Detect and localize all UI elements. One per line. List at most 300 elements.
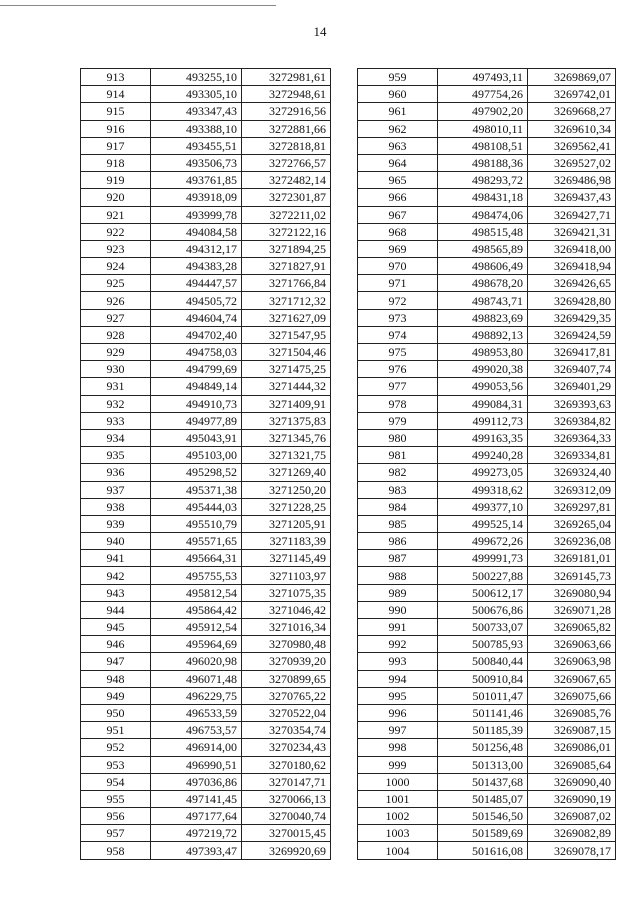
point-number-cell: 987 [358, 550, 438, 567]
x-coordinate-cell: 500840,44 [438, 653, 528, 670]
point-number-cell: 938 [81, 498, 151, 515]
x-coordinate-cell: 498010,11 [438, 120, 528, 137]
y-coordinate-cell: 3270899,65 [242, 670, 331, 687]
x-coordinate-cell: 494383,28 [151, 258, 242, 275]
y-coordinate-cell: 3269610,34 [528, 120, 616, 137]
x-coordinate-cell: 499112,73 [438, 412, 528, 429]
table-row [81, 636, 331, 653]
y-coordinate-cell: 3271321,75 [242, 447, 331, 464]
y-coordinate-cell: 3269090,19 [528, 790, 616, 807]
y-coordinate-cell: 3269424,59 [528, 326, 616, 343]
x-coordinate-cell: 499377,10 [438, 498, 528, 515]
y-coordinate-cell: 3270015,45 [242, 825, 331, 842]
x-coordinate-cell: 500612,17 [438, 584, 528, 601]
table-row [358, 584, 616, 601]
x-coordinate-cell: 496229,75 [151, 687, 242, 704]
x-coordinate-cell: 493455,51 [151, 137, 242, 154]
table-row [81, 258, 331, 275]
x-coordinate-cell: 499672,26 [438, 533, 528, 550]
x-coordinate-cell: 498108,51 [438, 137, 528, 154]
table-row [81, 464, 331, 481]
y-coordinate-cell: 3269562,41 [528, 137, 616, 154]
y-coordinate-cell: 3271250,20 [242, 481, 331, 498]
point-number-cell: 989 [358, 584, 438, 601]
y-coordinate-cell: 3271183,39 [242, 533, 331, 550]
x-coordinate-cell: 501011,47 [438, 687, 528, 704]
y-coordinate-cell: 3269090,40 [528, 773, 616, 790]
table-row [358, 842, 616, 859]
y-coordinate-cell: 3269067,65 [528, 670, 616, 687]
table-row [81, 447, 331, 464]
table-row [81, 515, 331, 532]
y-coordinate-cell: 3271345,76 [242, 429, 331, 446]
point-number-cell: 992 [358, 636, 438, 653]
y-coordinate-cell: 3269075,66 [528, 687, 616, 704]
x-coordinate-cell: 494084,58 [151, 223, 242, 240]
table-row [81, 326, 331, 343]
y-coordinate-cell: 3269486,98 [528, 172, 616, 189]
table-row [358, 515, 616, 532]
x-coordinate-cell: 498293,72 [438, 172, 528, 189]
x-coordinate-cell: 494447,57 [151, 275, 242, 292]
y-coordinate-cell: 3271103,97 [242, 567, 331, 584]
x-coordinate-cell: 496914,00 [151, 739, 242, 756]
x-coordinate-cell: 494312,17 [151, 240, 242, 257]
x-coordinate-cell: 497177,64 [151, 808, 242, 825]
y-coordinate-cell: 3272881,66 [242, 120, 331, 137]
x-coordinate-cell: 496533,59 [151, 704, 242, 721]
table-row [81, 704, 331, 721]
table-row [81, 172, 331, 189]
y-coordinate-cell: 3269087,15 [528, 722, 616, 739]
table-row [81, 206, 331, 223]
point-number-cell: 921 [81, 206, 151, 223]
table-row [81, 309, 331, 326]
y-coordinate-cell: 3272916,56 [242, 103, 331, 120]
table-row [81, 601, 331, 618]
table-row [81, 223, 331, 240]
x-coordinate-cell: 493347,43 [151, 103, 242, 120]
x-coordinate-cell: 494799,69 [151, 361, 242, 378]
point-number-cell: 947 [81, 653, 151, 670]
point-number-cell: 950 [81, 704, 151, 721]
point-number-cell: 934 [81, 429, 151, 446]
x-coordinate-cell: 494702,40 [151, 326, 242, 343]
x-coordinate-cell: 495103,00 [151, 447, 242, 464]
table-row [358, 240, 616, 257]
table-row [358, 292, 616, 309]
x-coordinate-cell: 498953,80 [438, 344, 528, 361]
x-coordinate-cell: 495864,42 [151, 601, 242, 618]
x-coordinate-cell: 494849,14 [151, 378, 242, 395]
point-number-cell: 998 [358, 739, 438, 756]
table-row [358, 704, 616, 721]
point-number-cell: 914 [81, 86, 151, 103]
point-number-cell: 972 [358, 292, 438, 309]
table-row [81, 670, 331, 687]
x-coordinate-cell: 501485,07 [438, 790, 528, 807]
table-row [81, 69, 331, 86]
point-number-cell: 978 [358, 395, 438, 412]
table-row [358, 206, 616, 223]
table-row [358, 258, 616, 275]
x-coordinate-cell: 499318,62 [438, 481, 528, 498]
y-coordinate-cell: 3272818,81 [242, 137, 331, 154]
point-number-cell: 961 [358, 103, 438, 120]
x-coordinate-cell: 494758,03 [151, 344, 242, 361]
table-row [358, 670, 616, 687]
y-coordinate-cell: 3271228,25 [242, 498, 331, 515]
y-coordinate-cell: 3270147,71 [242, 773, 331, 790]
point-number-cell: 941 [81, 550, 151, 567]
table-row [358, 533, 616, 550]
y-coordinate-cell: 3269429,35 [528, 309, 616, 326]
point-number-cell: 929 [81, 344, 151, 361]
table-row [358, 825, 616, 842]
x-coordinate-cell: 495371,38 [151, 481, 242, 498]
x-coordinate-cell: 498892,13 [438, 326, 528, 343]
y-coordinate-cell: 3269407,74 [528, 361, 616, 378]
y-coordinate-cell: 3271409,91 [242, 395, 331, 412]
point-number-cell: 915 [81, 103, 151, 120]
table-row [358, 361, 616, 378]
x-coordinate-cell: 493918,09 [151, 189, 242, 206]
y-coordinate-cell: 3270234,43 [242, 739, 331, 756]
x-coordinate-cell: 499053,56 [438, 378, 528, 395]
point-number-cell: 964 [358, 154, 438, 171]
point-number-cell: 919 [81, 172, 151, 189]
y-coordinate-cell: 3269421,31 [528, 223, 616, 240]
point-number-cell: 981 [358, 447, 438, 464]
point-number-cell: 951 [81, 722, 151, 739]
table-row [358, 550, 616, 567]
x-coordinate-cell: 499163,35 [438, 429, 528, 446]
y-coordinate-cell: 3270522,04 [242, 704, 331, 721]
x-coordinate-cell: 497754,26 [438, 86, 528, 103]
y-coordinate-cell: 3269297,81 [528, 498, 616, 515]
table-row [358, 223, 616, 240]
x-coordinate-cell: 494977,89 [151, 412, 242, 429]
table-row [358, 137, 616, 154]
table-row [81, 275, 331, 292]
x-coordinate-cell: 495571,65 [151, 533, 242, 550]
y-coordinate-cell: 3272948,61 [242, 86, 331, 103]
x-coordinate-cell: 498743,71 [438, 292, 528, 309]
point-number-cell: 984 [358, 498, 438, 515]
coordinates-table-right [357, 68, 616, 860]
point-number-cell: 959 [358, 69, 438, 86]
table-row [81, 378, 331, 395]
table-row [358, 481, 616, 498]
table-row [358, 344, 616, 361]
y-coordinate-cell: 3269071,28 [528, 601, 616, 618]
y-coordinate-cell: 3269418,94 [528, 258, 616, 275]
table-row [81, 344, 331, 361]
x-coordinate-cell: 498474,06 [438, 206, 528, 223]
table-row [81, 790, 331, 807]
point-number-cell: 916 [81, 120, 151, 137]
x-coordinate-cell: 495298,52 [151, 464, 242, 481]
table-row [358, 739, 616, 756]
table-row [358, 464, 616, 481]
y-coordinate-cell: 3271475,25 [242, 361, 331, 378]
point-number-cell: 953 [81, 756, 151, 773]
x-coordinate-cell: 494505,72 [151, 292, 242, 309]
point-number-cell: 996 [358, 704, 438, 721]
table-row [81, 240, 331, 257]
x-coordinate-cell: 499084,31 [438, 395, 528, 412]
table-row [81, 86, 331, 103]
point-number-cell: 1004 [358, 842, 438, 859]
table-row [358, 619, 616, 636]
y-coordinate-cell: 3269668,27 [528, 103, 616, 120]
y-coordinate-cell: 3269078,17 [528, 842, 616, 859]
x-coordinate-cell: 496753,57 [151, 722, 242, 739]
y-coordinate-cell: 3269265,04 [528, 515, 616, 532]
y-coordinate-cell: 3270066,13 [242, 790, 331, 807]
table-row [358, 790, 616, 807]
table-row [358, 773, 616, 790]
x-coordinate-cell: 495664,31 [151, 550, 242, 567]
table-row [81, 584, 331, 601]
point-number-cell: 948 [81, 670, 151, 687]
table-row [358, 172, 616, 189]
point-number-cell: 971 [358, 275, 438, 292]
table-row [358, 154, 616, 171]
y-coordinate-cell: 3271627,09 [242, 309, 331, 326]
point-number-cell: 1000 [358, 773, 438, 790]
table-row [358, 687, 616, 704]
y-coordinate-cell: 3269428,80 [528, 292, 616, 309]
y-coordinate-cell: 3269426,65 [528, 275, 616, 292]
table-row [81, 842, 331, 859]
point-number-cell: 949 [81, 687, 151, 704]
table-row [81, 498, 331, 515]
x-coordinate-cell: 501437,68 [438, 773, 528, 790]
y-coordinate-cell: 3269181,01 [528, 550, 616, 567]
y-coordinate-cell: 3271016,34 [242, 619, 331, 636]
x-coordinate-cell: 501256,48 [438, 739, 528, 756]
table-row [358, 103, 616, 120]
x-coordinate-cell: 495510,79 [151, 515, 242, 532]
y-coordinate-cell: 3270040,74 [242, 808, 331, 825]
point-number-cell: 927 [81, 309, 151, 326]
y-coordinate-cell: 3269085,64 [528, 756, 616, 773]
x-coordinate-cell: 495444,03 [151, 498, 242, 515]
x-coordinate-cell: 497036,86 [151, 773, 242, 790]
y-coordinate-cell: 3272122,16 [242, 223, 331, 240]
x-coordinate-cell: 500676,86 [438, 601, 528, 618]
y-coordinate-cell: 3272766,57 [242, 154, 331, 171]
x-coordinate-cell: 497493,11 [438, 69, 528, 86]
point-number-cell: 944 [81, 601, 151, 618]
table-row [81, 481, 331, 498]
table-row [81, 825, 331, 842]
x-coordinate-cell: 497141,45 [151, 790, 242, 807]
table-row [81, 567, 331, 584]
y-coordinate-cell: 3269401,29 [528, 378, 616, 395]
table-row [81, 550, 331, 567]
x-coordinate-cell: 498678,20 [438, 275, 528, 292]
point-number-cell: 940 [81, 533, 151, 550]
table-row [81, 292, 331, 309]
point-number-cell: 1002 [358, 808, 438, 825]
y-coordinate-cell: 3271075,35 [242, 584, 331, 601]
x-coordinate-cell: 493305,10 [151, 86, 242, 103]
point-number-cell: 946 [81, 636, 151, 653]
point-number-cell: 958 [81, 842, 151, 859]
y-coordinate-cell: 3269082,89 [528, 825, 616, 842]
x-coordinate-cell: 494910,73 [151, 395, 242, 412]
point-number-cell: 925 [81, 275, 151, 292]
x-coordinate-cell: 500785,93 [438, 636, 528, 653]
point-number-cell: 973 [358, 309, 438, 326]
point-number-cell: 995 [358, 687, 438, 704]
table-row [81, 808, 331, 825]
point-number-cell: 952 [81, 739, 151, 756]
point-number-cell: 930 [81, 361, 151, 378]
x-coordinate-cell: 497219,72 [151, 825, 242, 842]
table-row [358, 395, 616, 412]
table-row [358, 756, 616, 773]
point-number-cell: 933 [81, 412, 151, 429]
x-coordinate-cell: 497902,20 [438, 103, 528, 120]
table-row [81, 739, 331, 756]
table-row [358, 653, 616, 670]
point-number-cell: 924 [81, 258, 151, 275]
x-coordinate-cell: 493999,78 [151, 206, 242, 223]
point-number-cell: 960 [358, 86, 438, 103]
table-row [81, 722, 331, 739]
table-row [81, 429, 331, 446]
point-number-cell: 994 [358, 670, 438, 687]
y-coordinate-cell: 3269364,33 [528, 429, 616, 446]
y-coordinate-cell: 3272482,14 [242, 172, 331, 189]
y-coordinate-cell: 3271269,40 [242, 464, 331, 481]
x-coordinate-cell: 499273,05 [438, 464, 528, 481]
x-coordinate-cell: 500227,88 [438, 567, 528, 584]
point-number-cell: 962 [358, 120, 438, 137]
table-row [81, 533, 331, 550]
y-coordinate-cell: 3269920,69 [242, 842, 331, 859]
x-coordinate-cell: 498606,49 [438, 258, 528, 275]
x-coordinate-cell: 493506,73 [151, 154, 242, 171]
y-coordinate-cell: 3271712,32 [242, 292, 331, 309]
page-number: 14 [313, 24, 327, 39]
table-row [358, 412, 616, 429]
y-coordinate-cell: 3269063,98 [528, 653, 616, 670]
point-number-cell: 983 [358, 481, 438, 498]
y-coordinate-cell: 3269086,01 [528, 739, 616, 756]
x-coordinate-cell: 498515,48 [438, 223, 528, 240]
table-row [358, 636, 616, 653]
x-coordinate-cell: 501589,69 [438, 825, 528, 842]
y-coordinate-cell: 3269085,76 [528, 704, 616, 721]
y-coordinate-cell: 3269063,66 [528, 636, 616, 653]
coordinates-table-left [80, 68, 331, 860]
x-coordinate-cell: 498565,89 [438, 240, 528, 257]
point-number-cell: 957 [81, 825, 151, 842]
y-coordinate-cell: 3269418,00 [528, 240, 616, 257]
table-row [358, 447, 616, 464]
point-number-cell: 937 [81, 481, 151, 498]
point-number-cell: 954 [81, 773, 151, 790]
x-coordinate-cell: 493761,85 [151, 172, 242, 189]
point-number-cell: 966 [358, 189, 438, 206]
point-number-cell: 976 [358, 361, 438, 378]
point-number-cell: 980 [358, 429, 438, 446]
y-coordinate-cell: 3271046,42 [242, 601, 331, 618]
point-number-cell: 988 [358, 567, 438, 584]
x-coordinate-cell: 501185,39 [438, 722, 528, 739]
table-row [81, 687, 331, 704]
point-number-cell: 936 [81, 464, 151, 481]
table-row [81, 773, 331, 790]
y-coordinate-cell: 3269742,01 [528, 86, 616, 103]
point-number-cell: 982 [358, 464, 438, 481]
point-number-cell: 1003 [358, 825, 438, 842]
table-row [81, 412, 331, 429]
x-coordinate-cell: 494604,74 [151, 309, 242, 326]
point-number-cell: 928 [81, 326, 151, 343]
table-row [81, 756, 331, 773]
point-number-cell: 991 [358, 619, 438, 636]
y-coordinate-cell: 3269145,73 [528, 567, 616, 584]
x-coordinate-cell: 498188,36 [438, 154, 528, 171]
table-row [358, 326, 616, 343]
y-coordinate-cell: 3270354,74 [242, 722, 331, 739]
x-coordinate-cell: 495043,91 [151, 429, 242, 446]
point-number-cell: 931 [81, 378, 151, 395]
y-coordinate-cell: 3269527,02 [528, 154, 616, 171]
y-coordinate-cell: 3269334,81 [528, 447, 616, 464]
point-number-cell: 939 [81, 515, 151, 532]
point-number-cell: 974 [358, 326, 438, 343]
y-coordinate-cell: 3269393,63 [528, 395, 616, 412]
y-coordinate-cell: 3272211,02 [242, 206, 331, 223]
table-row [81, 189, 331, 206]
x-coordinate-cell: 495964,69 [151, 636, 242, 653]
x-coordinate-cell: 501313,00 [438, 756, 528, 773]
point-number-cell: 923 [81, 240, 151, 257]
x-coordinate-cell: 499240,28 [438, 447, 528, 464]
x-coordinate-cell: 499525,14 [438, 515, 528, 532]
point-number-cell: 975 [358, 344, 438, 361]
x-coordinate-cell: 495812,54 [151, 584, 242, 601]
point-number-cell: 918 [81, 154, 151, 171]
y-coordinate-cell: 3269869,07 [528, 69, 616, 86]
y-coordinate-cell: 3271205,91 [242, 515, 331, 532]
table-row [358, 429, 616, 446]
x-coordinate-cell: 500733,07 [438, 619, 528, 636]
point-number-cell: 993 [358, 653, 438, 670]
y-coordinate-cell: 3269087,02 [528, 808, 616, 825]
y-coordinate-cell: 3272981,61 [242, 69, 331, 86]
point-number-cell: 968 [358, 223, 438, 240]
point-number-cell: 920 [81, 189, 151, 206]
x-coordinate-cell: 499020,38 [438, 361, 528, 378]
x-coordinate-cell: 498431,18 [438, 189, 528, 206]
y-coordinate-cell: 3271375,83 [242, 412, 331, 429]
y-coordinate-cell: 3270939,20 [242, 653, 331, 670]
y-coordinate-cell: 3269080,94 [528, 584, 616, 601]
table-row [358, 378, 616, 395]
x-coordinate-cell: 501141,46 [438, 704, 528, 721]
point-number-cell: 990 [358, 601, 438, 618]
table-row [358, 498, 616, 515]
y-coordinate-cell: 3269384,82 [528, 412, 616, 429]
table-row [358, 601, 616, 618]
